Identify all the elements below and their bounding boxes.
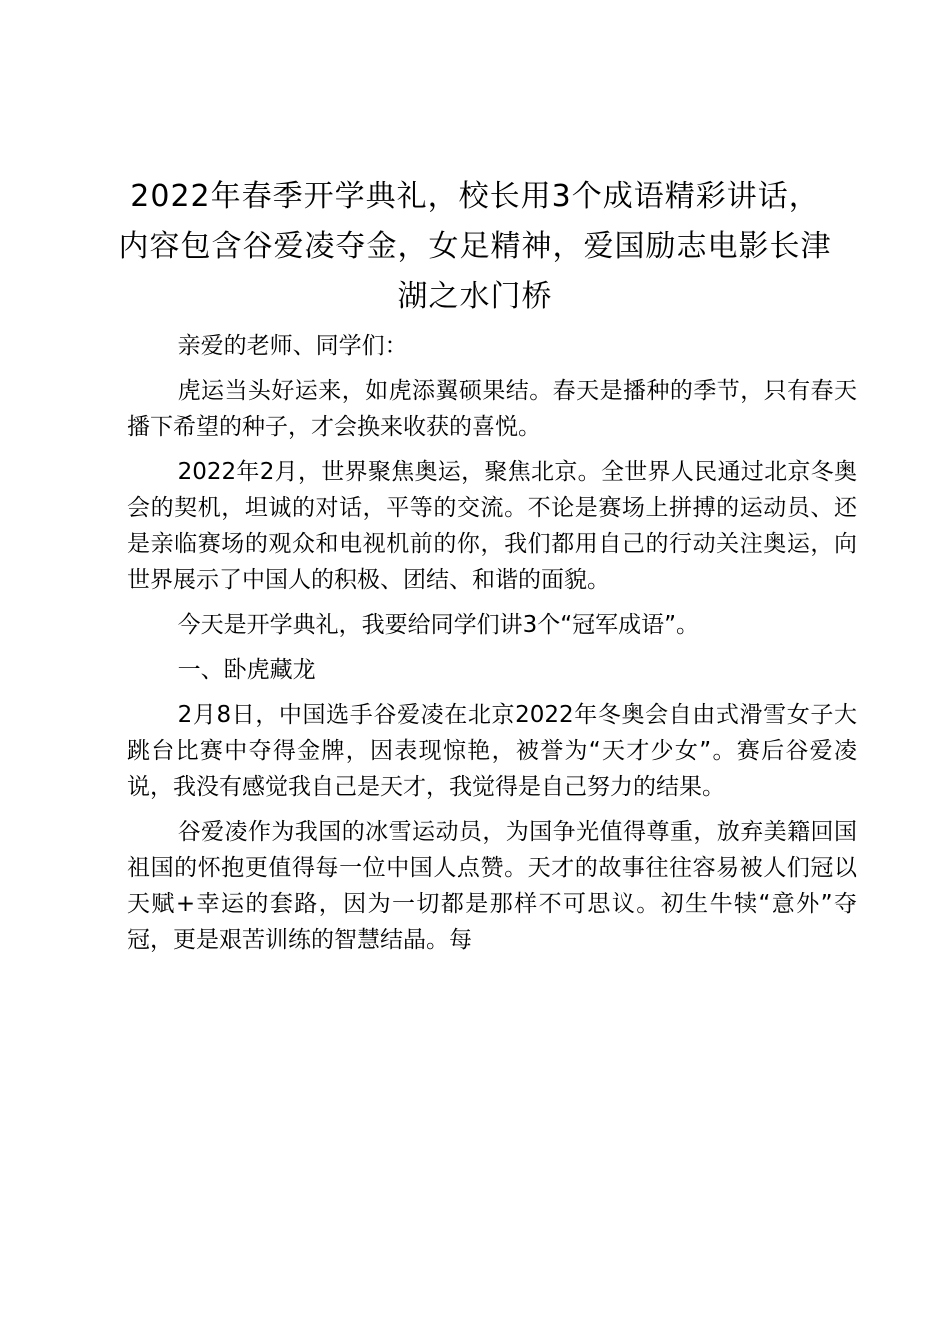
- paragraph-greeting: 亲爱的老师、同学们：: [177, 333, 408, 359]
- section-heading-1: 一、卧虎藏龙: [177, 657, 316, 683]
- paragraph-1: 虎运当头好运来，如虎添翼硕果结。春天是播种的季节，只有春天播下希望的种子，才会换来收获的喜悦。: [127, 378, 857, 440]
- document-title: 2022年春季开学典礼，校长用3个成语精彩讲话，内容包含谷爱凌夺金，女足精神，爱国励志电影长津湖之水门桥: [118, 179, 832, 314]
- document-body: [127, 328, 857, 967]
- paragraph-5: 谷爱凌作为我国的冰雪运动员，为国争光值得尊重，放弃美籍回国祖国的怀抱更值得每一位中国人点赞。天才的故事往往容易被人们冠以天赋+幸运的套路，因为一切都是那样不可思议。初生牛犊“意外”夺冠，更是艰苦训练的智慧结晶。每: [127, 819, 857, 953]
- paragraph-4: 2月8日，中国选手谷爱凌在北京2022年冬奥会自由式滑雪女子大跳台比赛中夺得金牌，因表现惊艳，被誉为“天才少女”。赛后谷爱凌说，我没有感觉我自己是天才，我觉得是自己努力的结果。: [127, 702, 857, 800]
- paragraph-3: 今天是开学典礼，我要给同学们讲3个“冠军成语”。: [177, 612, 700, 638]
- paragraph-2: 2022年2月，世界聚焦奥运，聚焦北京。全世界人民通过北京冬奥会的契机，坦诚的对话，平等的交流。不论是赛场上拼搏的运动员、还是亲临赛场的观众和电视机前的你，我们都用自己的行动关注奥运，向世界展示了中国人的积极、团结、和谐的面貌。: [127, 459, 857, 593]
